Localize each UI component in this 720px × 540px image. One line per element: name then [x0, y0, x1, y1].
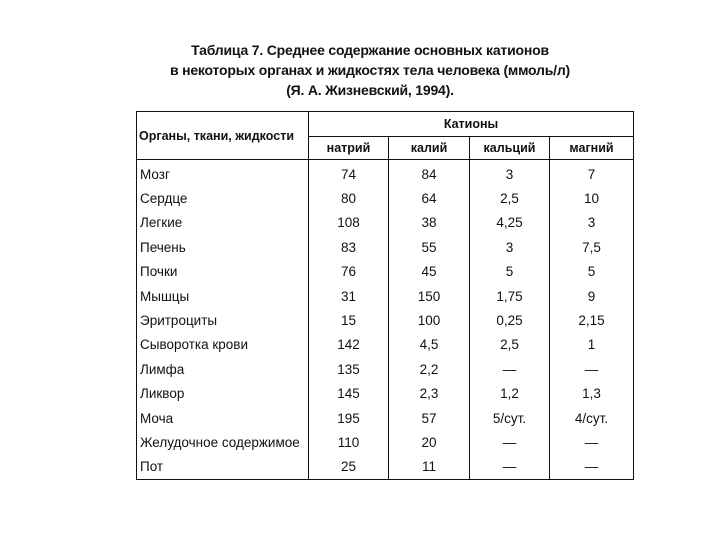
magnesium-value: 4/сут.: [550, 406, 634, 430]
potassium-value: 11: [389, 455, 470, 480]
magnesium-value: 7,5: [550, 235, 634, 259]
sodium-value: 80: [309, 186, 389, 210]
sodium-value: 76: [309, 260, 389, 284]
calcium-value: 1,2: [470, 382, 550, 406]
potassium-value: 2,2: [389, 357, 470, 381]
magnesium-value: 1,3: [550, 382, 634, 406]
magnesium-value: —: [550, 455, 634, 480]
magnesium-value: 7: [550, 160, 634, 187]
organ-name: Желудочное содержимое: [137, 430, 309, 454]
potassium-value: 55: [389, 235, 470, 259]
header-cations: Катионы: [309, 112, 634, 137]
calcium-value: 5: [470, 260, 550, 284]
table-row: [137, 211, 634, 235]
potassium-value: 45: [389, 260, 470, 284]
calcium-value: 3: [470, 160, 550, 187]
organ-name: Почки: [137, 260, 309, 284]
table-row: [137, 406, 634, 430]
column-header-calcium: кальций: [470, 137, 550, 160]
potassium-value: 2,3: [389, 382, 470, 406]
sodium-value: 135: [309, 357, 389, 381]
table-row: [137, 308, 634, 332]
potassium-value: 100: [389, 308, 470, 332]
sodium-value: 110: [309, 430, 389, 454]
table-row: [137, 186, 634, 210]
table-row: [137, 430, 634, 454]
sodium-value: 145: [309, 382, 389, 406]
sodium-value: 74: [309, 160, 389, 187]
column-header-sodium: натрий: [309, 137, 389, 160]
column-header-potassium: калий: [389, 137, 470, 160]
caption-line-1: Таблица 7. Среднее содержание основных катионов: [191, 42, 549, 58]
organ-name: Пот: [137, 455, 309, 480]
sodium-value: 108: [309, 211, 389, 235]
caption-line-3: (Я. А. Жизневский, 1994).: [286, 82, 454, 98]
organ-name: Эритроциты: [137, 308, 309, 332]
table-row: [137, 455, 634, 480]
table-row: [137, 284, 634, 308]
organ-name: Мышцы: [137, 284, 309, 308]
potassium-value: 57: [389, 406, 470, 430]
organ-name: Легкие: [137, 211, 309, 235]
potassium-value: 150: [389, 284, 470, 308]
potassium-value: 64: [389, 186, 470, 210]
organ-name: Мозг: [137, 160, 309, 187]
calcium-value: 1,75: [470, 284, 550, 308]
header-organs: Органы, ткани, жидкости: [137, 112, 309, 160]
calcium-value: 2,5: [470, 186, 550, 210]
sodium-value: 31: [309, 284, 389, 308]
table-row: [137, 382, 634, 406]
table-row: [137, 357, 634, 381]
potassium-value: 38: [389, 211, 470, 235]
calcium-value: —: [470, 455, 550, 480]
table-row: [137, 260, 634, 284]
sodium-value: 83: [309, 235, 389, 259]
organ-name: Сыворотка крови: [137, 333, 309, 357]
organ-name: Ликвор: [137, 382, 309, 406]
magnesium-value: 2,15: [550, 308, 634, 332]
calcium-value: —: [470, 357, 550, 381]
cations-table: [136, 111, 634, 480]
potassium-value: 20: [389, 430, 470, 454]
column-header-magnesium: магний: [550, 137, 634, 160]
table-row: [137, 333, 634, 357]
calcium-value: —: [470, 430, 550, 454]
potassium-value: 84: [389, 160, 470, 187]
organ-name: Печень: [137, 235, 309, 259]
magnesium-value: —: [550, 430, 634, 454]
caption-line-2: в некоторых органах и жидкостях тела человека (ммоль/л): [169, 62, 571, 78]
organ-name: Сердце: [137, 186, 309, 210]
magnesium-value: 1: [550, 333, 634, 357]
sodium-value: 15: [309, 308, 389, 332]
magnesium-value: 10: [550, 186, 634, 210]
table-row: [137, 235, 634, 259]
table-row: [137, 160, 634, 187]
sodium-value: 25: [309, 455, 389, 480]
organ-name: Лимфа: [137, 357, 309, 381]
calcium-value: 3: [470, 235, 550, 259]
magnesium-value: 5: [550, 260, 634, 284]
organ-name: Моча: [137, 406, 309, 430]
potassium-value: 4,5: [389, 333, 470, 357]
magnesium-value: —: [550, 357, 634, 381]
calcium-value: 4,25: [470, 211, 550, 235]
magnesium-value: 3: [550, 211, 634, 235]
calcium-value: 2,5: [470, 333, 550, 357]
calcium-value: 0,25: [470, 308, 550, 332]
calcium-value: 5/сут.: [470, 406, 550, 430]
table-body: [137, 160, 634, 480]
table-caption: [150, 40, 590, 100]
magnesium-value: 9: [550, 284, 634, 308]
sodium-value: 142: [309, 333, 389, 357]
sodium-value: 195: [309, 406, 389, 430]
